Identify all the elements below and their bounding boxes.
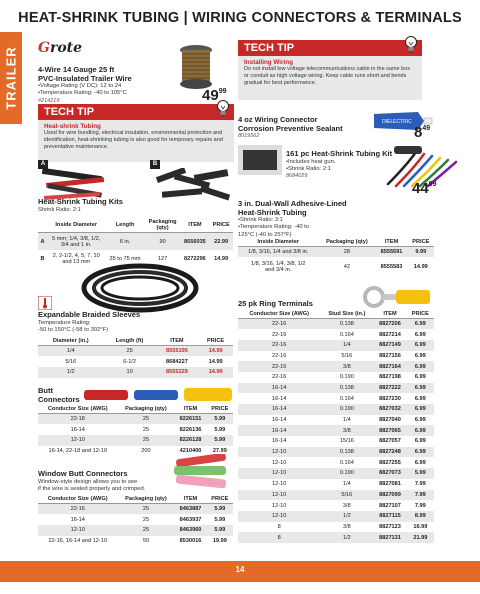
window-butt-cell: 12-10: [38, 525, 117, 536]
ring-cell: 0.138: [320, 383, 373, 394]
sealant-title: 4 oz Wiring Connector Corrosion Preventive Sealant: [238, 115, 343, 133]
sleeves-cell: 8555229: [156, 367, 198, 378]
dual-wall-cell: 42: [343, 264, 350, 271]
table-row: [238, 319, 434, 330]
dual-wall-cell: 1/8, 3/16, 1/4, 3/8, 1/2 and 3/4 in.: [250, 261, 306, 274]
ring-cell: 8827149: [373, 340, 406, 351]
ring-cell: 12-10: [272, 481, 287, 488]
window-butt-cell: 8463937: [179, 516, 202, 523]
sealant-price: [414, 124, 430, 141]
dual-wall-cell: 8555583: [380, 264, 403, 271]
kits-cell: 8656035: [180, 232, 209, 250]
ring-cell: 16-14: [238, 383, 320, 394]
sleeves-cell: 1/2: [38, 367, 104, 378]
sleeves-table: [38, 337, 233, 378]
butt-col-conductor: Conductor Size (AWG): [38, 405, 117, 414]
tech-tip-right-text: Do not install low voltage telecommunications cable in the same box or conduit as high voltage wiring. Keep cable runs short and bends gradual for best performance.: [244, 66, 411, 86]
kit161-price-cents: 99: [428, 181, 437, 188]
sleeves-cell: 1/4: [38, 346, 104, 357]
ring-cell: 6.99: [407, 319, 434, 330]
sleeves-spec-2: -50 to 150°C (-58 to 302°F): [38, 326, 109, 333]
ring-cell: 0.164: [339, 331, 354, 338]
temperature-rating-badge: [38, 296, 52, 310]
sealant-sku: 8019562: [238, 133, 260, 140]
table-row: [38, 514, 233, 525]
dual-wall-table-header: [238, 238, 434, 247]
window-butt-cell: 25: [142, 516, 150, 523]
table-row: [238, 447, 434, 458]
sleeves-cell: 10: [104, 367, 156, 378]
ring-cell: 0.190: [339, 374, 354, 381]
tech-tip-left: [38, 104, 234, 162]
page-title: HEAT-SHRINK TUBING | WIRING CONNECTORS & TERMINALS: [18, 10, 462, 26]
kits-cell: 35 to 75 mm: [109, 256, 141, 263]
trailer-wire-price-cents: 99: [218, 88, 227, 95]
ring-cell: 6.99: [414, 459, 426, 466]
kit161-price-dollars: 44: [412, 180, 429, 197]
butt-cell: 8226136: [179, 426, 202, 433]
butt-section: [38, 405, 233, 456]
kits-section: [38, 198, 233, 268]
butt-cell: 25: [142, 426, 150, 433]
butt-col-item: ITEM: [174, 405, 206, 414]
ring-cell: 12-10: [238, 490, 320, 501]
sleeves-cell: 25: [104, 346, 156, 357]
ring-cell: 8827081: [379, 481, 401, 488]
tech-tip-left-bar: TECH TIP: [38, 104, 234, 120]
sleeves-col-diameter: Diameter (in.): [38, 337, 104, 346]
butt-title-block: [38, 387, 88, 404]
table-row: [238, 522, 434, 533]
sleeves-col-item: ITEM: [156, 337, 198, 346]
kits-cell: 22.99: [209, 232, 233, 250]
ring-title: 25 pk Ring Terminals: [238, 299, 313, 308]
kits-col-diameter: Inside Diameter: [47, 218, 105, 233]
ring-cell: 6.99: [414, 374, 426, 381]
ring-cell: 16-14: [238, 425, 320, 436]
ring-cell: 3/8: [342, 502, 351, 509]
ring-cell: 16.99: [413, 523, 428, 530]
tech-tip-right: [238, 40, 422, 100]
ring-cell: 5/16: [320, 490, 373, 501]
ring-col-item: ITEM: [373, 310, 406, 319]
butt-cell: 12-10: [38, 435, 117, 446]
window-butt-cell: 50: [142, 537, 150, 544]
table-row: [38, 536, 233, 547]
ring-cell: 6.99: [407, 340, 434, 351]
sleeves-spec-1: Temperature Rating:: [38, 319, 91, 326]
sleeves-cell: 6-1/2: [123, 358, 136, 365]
sleeves-col-price: PRICE: [198, 337, 233, 346]
window-butt-connectors-image: [170, 454, 232, 490]
ring-cell: 0.138: [320, 447, 373, 458]
butt-cell: 25: [117, 435, 174, 446]
sealant-price-dollars: 8: [414, 124, 423, 141]
table-row: [38, 424, 233, 435]
ring-col-price: PRICE: [407, 310, 434, 319]
table-row: [238, 393, 434, 404]
ring-cell: 8827107: [379, 502, 401, 509]
dual-wall-cell: 28: [318, 247, 375, 258]
butt-cell: 4210400: [179, 447, 202, 454]
ring-cell: 21.99: [407, 532, 434, 543]
ring-cell: 0.164: [339, 459, 354, 466]
sleeves-cell: 14.99: [208, 358, 223, 365]
table-row: [238, 351, 434, 362]
tech-tip-right-heading: Installing Wiring: [244, 59, 293, 66]
tech-tip-right-bar: TECH TIP: [238, 40, 422, 56]
window-butt-spec-1: Window-style design allows you to see: [38, 478, 138, 485]
table-row: [238, 372, 434, 383]
table-row: [238, 383, 434, 394]
kits-cell: A: [38, 232, 47, 250]
dual-wall-table: [238, 238, 434, 277]
kits-cell: 8272296: [184, 256, 206, 263]
table-row: [238, 404, 434, 415]
ring-cell: 8827230: [379, 395, 401, 402]
kits-col-price: PRICE: [209, 218, 233, 233]
page-footer: [0, 561, 480, 582]
sleeves-section: [38, 311, 233, 378]
dual-wall-cell: 14.99: [413, 264, 428, 271]
table-row: [38, 504, 233, 515]
window-butt-col-packaging: Packaging (qty): [117, 495, 174, 504]
butt-col-packaging: Packaging (qty): [117, 405, 174, 414]
kit161-title: 161 pc Heat-Shrink Tubing Kit: [286, 149, 393, 158]
trailer-wire-spec-1: •Voltage Rating (V DC): 12 to 24: [38, 83, 122, 90]
table-row: [238, 329, 434, 340]
ring-cell: 6.99: [414, 395, 426, 402]
ring-cell: 6.99: [407, 404, 434, 415]
kit161-sku: 8684029: [286, 173, 308, 180]
kits-subtitle: Shrink Ratio: 2:1: [38, 206, 81, 213]
ring-cell: 8827248: [373, 447, 406, 458]
ring-cell: 1/4: [342, 481, 351, 488]
ring-cell: 22-16: [272, 331, 287, 338]
butt-connectors-image: [82, 384, 234, 406]
window-butt-col-item: ITEM: [174, 495, 206, 504]
kits-col-item: ITEM: [180, 218, 209, 233]
kit-b-label: B: [150, 160, 160, 169]
butt-cell: 5.99: [207, 435, 233, 446]
butt-cell: 22-18: [38, 414, 117, 425]
table-row: [238, 340, 434, 351]
kit161-spec-2: •Shrink Ratio: 2:1: [286, 165, 331, 172]
sleeves-table-header: [38, 337, 233, 346]
ring-cell: 7.99: [414, 481, 426, 488]
ring-cell: 1/4: [320, 340, 373, 351]
ring-cell: 16-14: [272, 438, 287, 445]
ring-cell: 1/2: [320, 511, 373, 522]
trailer-wire-title: 4-Wire 14 Gauge 25 ft PVC-Insulated Trailer Wire: [38, 65, 132, 83]
grote-logo-text: rote: [49, 40, 83, 56]
ring-cell: 6.99: [414, 331, 426, 338]
dual-wall-cell: 1/8, 3/16, 1/4 and 3/8 in.: [238, 247, 318, 258]
trailer-wire-price-dollars: 49: [202, 87, 219, 104]
ring-cell: 0.190: [320, 468, 373, 479]
ring-cell: 8827255: [379, 459, 401, 466]
ring-cell: 8827057: [379, 438, 401, 445]
ring-terminal-image: [362, 285, 434, 309]
ring-cell: 1/4: [342, 417, 351, 424]
ring-col-stud: Stud Size (in.): [320, 310, 373, 319]
kits-cell: 2, 2-1/2, 4, 5, 7, 10 and 13 mm: [52, 253, 100, 266]
kits-col-length: Length: [105, 218, 144, 233]
table-row: [238, 468, 434, 479]
butt-title: Butt Connectors: [38, 386, 80, 404]
butt-cell: 16-14, 22-18 and 12-10: [48, 447, 107, 454]
butt-cell: 8226151: [174, 414, 206, 425]
dual-wall-section: [238, 238, 434, 277]
lightbulb-icon: [216, 99, 230, 119]
kit161-price: [412, 180, 436, 197]
ring-cell: 1/2: [320, 532, 373, 543]
window-butt-cell: 5.99: [207, 525, 233, 536]
section-tab-trailer: [0, 32, 22, 124]
kit161-spec-1: •Includes heat gun.: [286, 158, 336, 165]
butt-cell: 5.99: [214, 426, 226, 433]
ring-cell: 8: [277, 523, 281, 530]
grote-logo: Grote: [38, 40, 83, 56]
table-row: [238, 457, 434, 468]
table-row: [238, 500, 434, 511]
kits-cell: 127: [157, 256, 168, 263]
kits-table: [38, 218, 233, 269]
table-row: [38, 356, 233, 367]
section-tab-label: TRAILER: [3, 46, 19, 110]
sleeves-title: Expandable Braided Sleeves: [38, 310, 141, 319]
butt-table: [38, 405, 233, 456]
ring-col-conductor: Conductor Size (AWG): [238, 310, 320, 319]
table-row: [238, 436, 434, 447]
sleeves-cell: 5/16: [65, 358, 77, 365]
dual-wall-spec-3: 125°C (-40 to 257°F): [238, 231, 292, 238]
butt-cell: 27.99: [212, 447, 227, 454]
sleeves-cell: 8684227: [166, 358, 188, 365]
table-row: [238, 257, 434, 277]
window-butt-table-header: [38, 495, 233, 504]
kits-cell: 5 mm; 1/4, 3/8, 1/2, 3/4 and 1 in.: [47, 232, 105, 250]
window-butt-spec-2: if the wire is seated properly and crimped.: [38, 485, 146, 492]
window-butt-col-price: PRICE: [207, 495, 233, 504]
kits-cell: B: [40, 256, 45, 263]
table-row: [238, 247, 434, 258]
window-butt-block: [38, 470, 168, 493]
dual-wall-cell: 9.99: [408, 247, 434, 258]
ring-cell: 7.99: [407, 490, 434, 501]
dual-wall-cell: 8555591: [375, 247, 407, 258]
ring-cell: 8.99: [407, 511, 434, 522]
butt-cell: 25: [117, 414, 174, 425]
kit-a-label: A: [38, 160, 48, 169]
window-butt-cell: 16-14: [70, 516, 85, 523]
ring-cell: 8827198: [379, 374, 401, 381]
butt-cell: 16-14: [70, 426, 85, 433]
sleeves-col-length: Length (ft): [104, 337, 156, 346]
page-number: 14: [235, 565, 245, 574]
ring-cell: 22-16: [272, 352, 287, 359]
table-row: [238, 415, 434, 426]
ring-table: [238, 310, 434, 543]
tech-tip-left-text: Used for wire bundling, electrical insulation, environmental protection and identification, heat-shrinking tubing is also good for temporary repairs and preventative maintenance.: [44, 130, 223, 150]
table-row: [238, 511, 434, 522]
kits-cell: 14.99: [214, 256, 229, 263]
ring-cell: 8: [238, 532, 320, 543]
ring-cell: 16-14: [238, 404, 320, 415]
sealant-price-cents: 49: [422, 125, 431, 132]
ring-cell: 8827073: [373, 468, 406, 479]
table-row: [238, 490, 434, 501]
ring-cell: 6.99: [414, 417, 426, 424]
window-butt-table: [38, 495, 233, 546]
table-row: [38, 525, 233, 536]
ring-cell: 6.99: [407, 383, 434, 394]
kits-table-header: [38, 218, 233, 233]
dual-wall-spec-1: •Shrink Ratio: 3:1: [238, 217, 283, 224]
dual-wall-col-packaging: Packaging (qty): [318, 238, 375, 247]
kits-cell: 6 in.: [105, 232, 144, 250]
butt-cell: 8226128: [174, 435, 206, 446]
butt-cell: 200: [141, 447, 151, 454]
ring-cell: 0.138: [320, 319, 373, 330]
ring-cell: 22-16: [238, 340, 320, 351]
ring-cell: 8827222: [373, 383, 406, 394]
table-row: [38, 435, 233, 446]
braided-sleeve-image: [80, 262, 200, 314]
butt-col-price: PRICE: [207, 405, 233, 414]
kits-col-label: [38, 218, 47, 233]
window-butt-cell: 8463960: [174, 525, 206, 536]
ring-cell: 8827131: [373, 532, 406, 543]
ring-cell: 8827032: [373, 404, 406, 415]
sleeves-cell: 14.99: [198, 346, 233, 357]
sleeves-cell: 14.99: [198, 367, 233, 378]
dual-wall-spec-2: •Temperature Rating: -40 to: [238, 224, 309, 231]
ring-cell: 15/16: [339, 438, 354, 445]
window-butt-cell: 8530016: [179, 537, 202, 544]
trailer-wire-block: [38, 66, 178, 104]
trailer-wire-sku: #214219: [38, 97, 60, 104]
butt-table-header: [38, 405, 233, 414]
ring-cell: 8827123: [379, 523, 401, 530]
window-butt-cell: 5.99: [207, 504, 233, 515]
ring-cell: 8827156: [379, 352, 401, 359]
window-butt-cell: 8463887: [174, 504, 206, 515]
ring-cell: 8827206: [373, 319, 406, 330]
ring-cell: 22-16: [272, 374, 287, 381]
window-butt-title: Window Butt Connectors: [38, 469, 128, 478]
window-butt-cell: 25: [117, 525, 174, 536]
ring-cell: 3/8: [342, 523, 351, 530]
table-row: [38, 367, 233, 378]
ring-cell: 6.99: [407, 447, 434, 458]
window-butt-col-conductor: Conductor Size (AWG): [38, 495, 117, 504]
dual-wall-col-item: ITEM: [375, 238, 407, 247]
window-butt-cell: 25: [117, 504, 174, 515]
kits-cell: 90: [145, 232, 181, 250]
table-row: [38, 414, 233, 425]
window-butt-cell: 22-16, 16-14 and 12-10: [48, 537, 107, 544]
dual-wall-title: 3 in. Dual-Wall Adhesive-Lined Heat-Shrink Tubing: [238, 199, 347, 217]
butt-cell: 5.99: [207, 414, 233, 425]
table-row: [238, 479, 434, 490]
ring-cell: 6.99: [407, 361, 434, 372]
ring-cell: 22-16: [238, 319, 320, 330]
table-row: [38, 232, 233, 250]
kit-case-image: [238, 145, 282, 175]
tech-tip-left-heading: Heat-shrink Tubing: [44, 123, 101, 130]
ring-cell: 8827164: [373, 361, 406, 372]
table-row: [38, 346, 233, 357]
ring-cell: 5/16: [341, 352, 353, 359]
window-butt-section: [38, 495, 233, 546]
svg-text:DIELECTRIC: DIELECTRIC: [382, 119, 412, 125]
ring-cell: 6.99: [414, 438, 426, 445]
ring-cell: 22-16: [238, 361, 320, 372]
dual-wall-col-price: PRICE: [408, 238, 434, 247]
ring-cell: 7.99: [414, 502, 426, 509]
ring-cell: 6.99: [414, 352, 426, 359]
ring-cell: 8827099: [373, 490, 406, 501]
ring-cell: 3/8: [320, 361, 373, 372]
ring-cell: 5.99: [407, 468, 434, 479]
ring-cell: 12-10: [238, 511, 320, 522]
ring-table-header: [238, 310, 434, 319]
ring-cell: 8827065: [373, 425, 406, 436]
ring-cell: 0.164: [339, 395, 354, 402]
ring-cell: 12-10: [272, 502, 287, 509]
ring-cell: 12-10: [238, 468, 320, 479]
ring-cell: 16-14: [272, 395, 287, 402]
ring-cell: 8827040: [379, 417, 401, 424]
ring-cell: 8827214: [379, 331, 401, 338]
window-butt-cell: 19.99: [212, 537, 227, 544]
ring-cell: 8827115: [373, 511, 406, 522]
table-row: [238, 361, 434, 372]
ring-cell: 3/8: [320, 425, 373, 436]
window-butt-cell: 5.99: [214, 516, 226, 523]
dual-wall-col-diameter: Inside Diameter: [238, 238, 318, 247]
dual-wall-block: [238, 200, 368, 239]
ring-cell: 6.99: [407, 425, 434, 436]
window-butt-cell: 22-16: [38, 504, 117, 515]
ring-cell: 0.190: [320, 404, 373, 415]
table-row: [238, 425, 434, 436]
ring-section: [238, 310, 434, 543]
table-row: [238, 532, 434, 543]
trailer-wire-spec-2: •Temperature Rating: -40 to 105°C: [38, 90, 127, 97]
sleeves-cell: 8555195: [156, 346, 198, 357]
kits-col-packaging: Packaging (qty): [145, 218, 181, 233]
ring-cell: 12-10: [238, 447, 320, 458]
kit161-block: [286, 150, 396, 179]
lightbulb-icon: [404, 35, 418, 55]
sealant-block: [238, 116, 368, 139]
kits-title: Heat-Shrink Tubing Kits: [38, 197, 123, 206]
ring-cell: 16-14: [272, 417, 287, 424]
ring-cell: 12-10: [272, 459, 287, 466]
